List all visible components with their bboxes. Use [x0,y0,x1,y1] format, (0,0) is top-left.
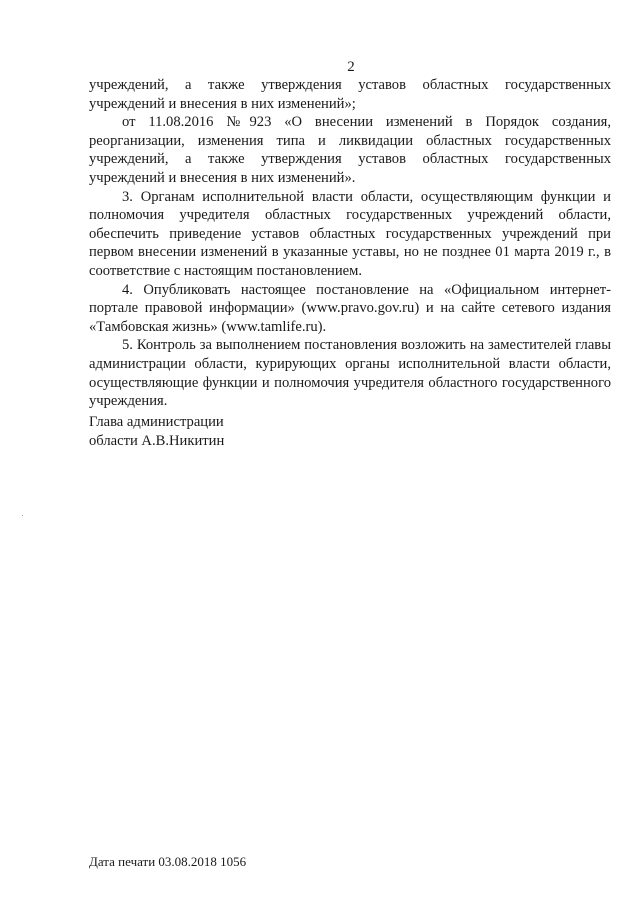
signature-title: Глава администрации [89,414,224,430]
signature-block [89,413,224,450]
paragraph-amendment-2016: от 11.08.2016 №923 «О внесении изменений в Порядок создания, реорганизации, изменения типа и ликвидации областных государственных учреждений, а также утверждения уставов областных государственных учреждений и внесения в них изменений». [89,114,611,186]
page-number: 2 [347,59,355,75]
paragraph-item-4: 4. Опубликовать настоящее постановление на «Официальном интернет-портале правовой информации» (www.pravo.gov.ru) и на сайте сетевого издания «Тамбовская жизнь» (www.tamlife.ru). [89,281,611,335]
print-date: Дата печати 03.08.2018 1056 [89,854,247,869]
document-body [89,76,611,411]
paragraph-continuation: учреждений, а также утверждения уставов областных государственных учреждений и внесения в них изменений»; [89,77,611,112]
paragraph-item-5: 5. Контроль за выполнением постановления возложить на заместителей главы администрации области, курирующих органы исполнительной власти области, осуществляющие функции и полномочия учредителя областного государственного учреждения. [89,337,611,410]
signature-name: области А.В.Никитин [89,432,225,449]
paragraph-item-3: 3. Органам исполнительной власти области, осуществляющим функции и полномочия учредителя областных государственных учреждений области, обеспечить приведение уставов областных государственных учреждений при первом внесении изменений в указанные уставы, но не позднее 01 марта 2019 г., в соответствие с настоящим постановлением. [89,188,611,279]
scan-artifact [22,515,23,516]
